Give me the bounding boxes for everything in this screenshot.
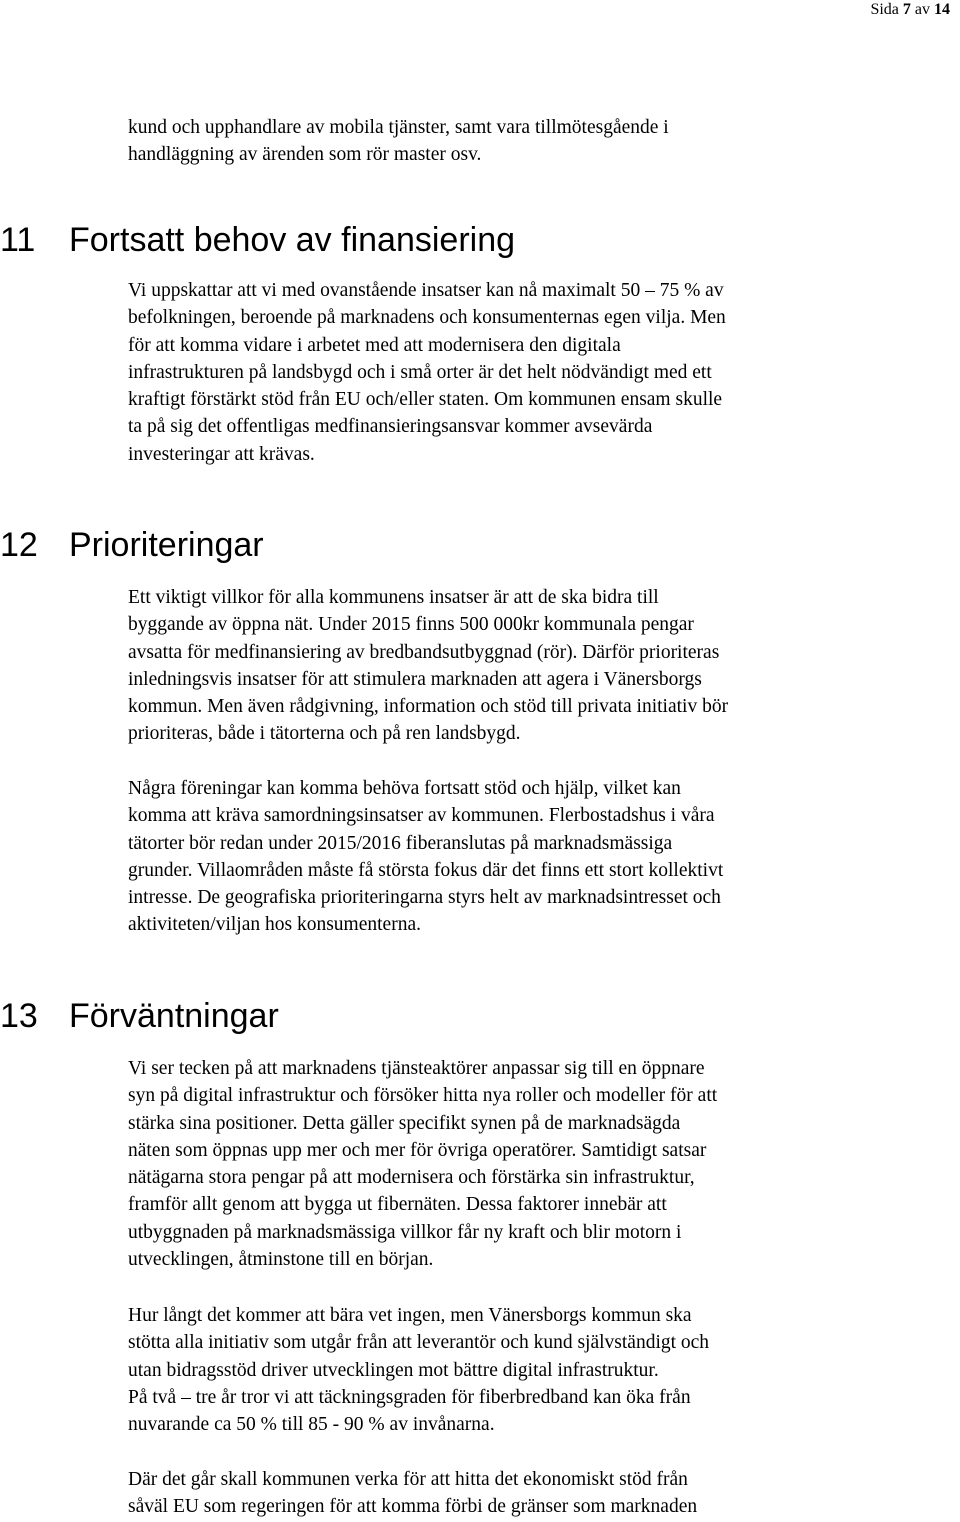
text-line: kommun. Men även rådgivning, information och stöd till privata initiativ bör <box>128 696 729 718</box>
text-line: byggande av öppna nät. Under 2015 finns 500 000kr kommunala pengar <box>128 614 694 636</box>
text-line: utan bidragsstöd driver utvecklingen mot bättre digital infrastruktur. <box>128 1359 659 1381</box>
page-total: 14 <box>934 1 950 18</box>
text-line: framför allt genom att bygga ut fibernäten. Dessa faktorer innebär att <box>128 1194 667 1216</box>
text-line: intresse. De geografiska prioriteringarna styrs helt av marknadsintresset och <box>128 887 721 909</box>
text-line: nätägarna stora pengar på att modernisera och förstärka sin infrastruktur, <box>128 1167 695 1189</box>
section-heading-13 <box>0 996 279 1036</box>
section-13-paragraph-3 <box>128 1466 918 1521</box>
section-13-paragraph-1 <box>128 1055 918 1273</box>
text-line: investeringar att krävas. <box>128 443 315 465</box>
text-line: prioriteras, både i tätorterna och på ren landsbygd. <box>128 723 521 745</box>
text-line: syn på digital infrastruktur och försöker hitta nya roller och modeller för att <box>128 1085 718 1107</box>
text-line: näten som öppnas upp mer och mer för övriga operatörer. Samtidigt satsar <box>128 1139 707 1161</box>
text-line: tätorter bör redan under 2015/2016 fiberanslutas på marknadsmässiga <box>128 832 673 854</box>
text-line: Vi ser tecken på att marknadens tjänsteaktörer anpassar sig till en öppnare <box>128 1058 705 1079</box>
text-line: Några föreningar kan komma behöva fortsatt stöd och hjälp, vilket kan <box>128 778 681 799</box>
text-line: grunder. Villaområden måste få största fokus där det finns ett stort kollektivt <box>128 859 724 881</box>
text-line: nuvarande ca 50 % till 85 - 90 % av invånarna. <box>128 1414 495 1436</box>
text-line: Vi uppskattar att vi med ovanstående insatser kan nå maximalt 50 – 75 % av <box>128 280 724 301</box>
section-heading-12 <box>0 525 264 565</box>
section-12-paragraph-1 <box>128 584 918 748</box>
text-line: utvecklingen, åtminstone till en början. <box>128 1249 434 1271</box>
text-line: På två – tre år tror vi att täckningsgraden för fiberbredband kan öka från <box>128 1386 691 1408</box>
text-line: handläggning av ärenden som rör master osv. <box>128 144 482 166</box>
text-line: aktiviteten/viljan hos konsumenterna. <box>128 914 421 936</box>
text-line: kund och upphandlare av mobila tjänster, samt vara tillmötesgående i <box>128 117 669 138</box>
section-13-paragraph-2 <box>128 1302 918 1438</box>
page-prefix: Sida <box>870 1 899 18</box>
text-line: kraftigt förstärkt stöd från EU och/eller staten. Om kommunen ensam skulle <box>128 389 723 411</box>
text-line: stärka sina positioner. Detta gäller specifikt synen på de marknadsägda <box>128 1112 681 1134</box>
section-number: 13 <box>0 997 38 1035</box>
text-line: inledningsvis insatser för att stimulera marknaden att agera i Vänersborgs <box>128 668 702 690</box>
page-number <box>870 0 950 20</box>
text-line: såväl EU som regeringen för att komma förbi de gränser som marknaden <box>128 1496 698 1518</box>
text-line: Hur långt det kommer att bära vet ingen, men Vänersborgs kommun ska <box>128 1305 692 1326</box>
text-line: avsatta för medfinansiering av bredbandsutbyggnad (rör). Därför prioriteras <box>128 641 720 663</box>
text-line: Där det går skall kommunen verka för att hitta det ekonomiskt stöd från <box>128 1469 688 1490</box>
text-line: ta på sig det offentligas medfinansieringsansvar kommer avsevärda <box>128 416 653 438</box>
page-current: 7 <box>902 1 911 18</box>
section-title: Förväntningar <box>69 997 279 1035</box>
text-line: för att komma vidare i arbetet med att modernisera den digitala <box>128 334 621 356</box>
section-12-paragraph-2 <box>128 775 918 939</box>
text-line: komma att kräva samordningsinsatser av kommunen. Flerbostadshus i våra <box>128 805 715 827</box>
section-number: 12 <box>0 526 38 564</box>
text-line: Ett viktigt villkor för alla kommunens insatser är att de ska bidra till <box>128 587 659 608</box>
section-11-paragraph <box>128 277 918 468</box>
section-title: Fortsatt behov av finansiering <box>69 221 516 259</box>
text-line: stötta alla initiativ som utgår från att leverantör och kund självständigt och <box>128 1332 710 1354</box>
section-heading-11 <box>0 220 515 260</box>
section-number: 11 <box>0 221 36 259</box>
text-line: befolkningen, beroende på marknadens och konsumenternas egen vilja. Men <box>128 307 726 329</box>
text-line: utbyggnaden på marknadsmässiga villkor får ny kraft och blir motorn i <box>128 1221 682 1243</box>
text-line: infrastrukturen på landsbygd och i små orter är det helt nödvändigt med ett <box>128 361 712 383</box>
intro-paragraph <box>128 114 918 169</box>
page-separator: av <box>914 1 930 18</box>
section-title: Prioriteringar <box>69 526 264 564</box>
